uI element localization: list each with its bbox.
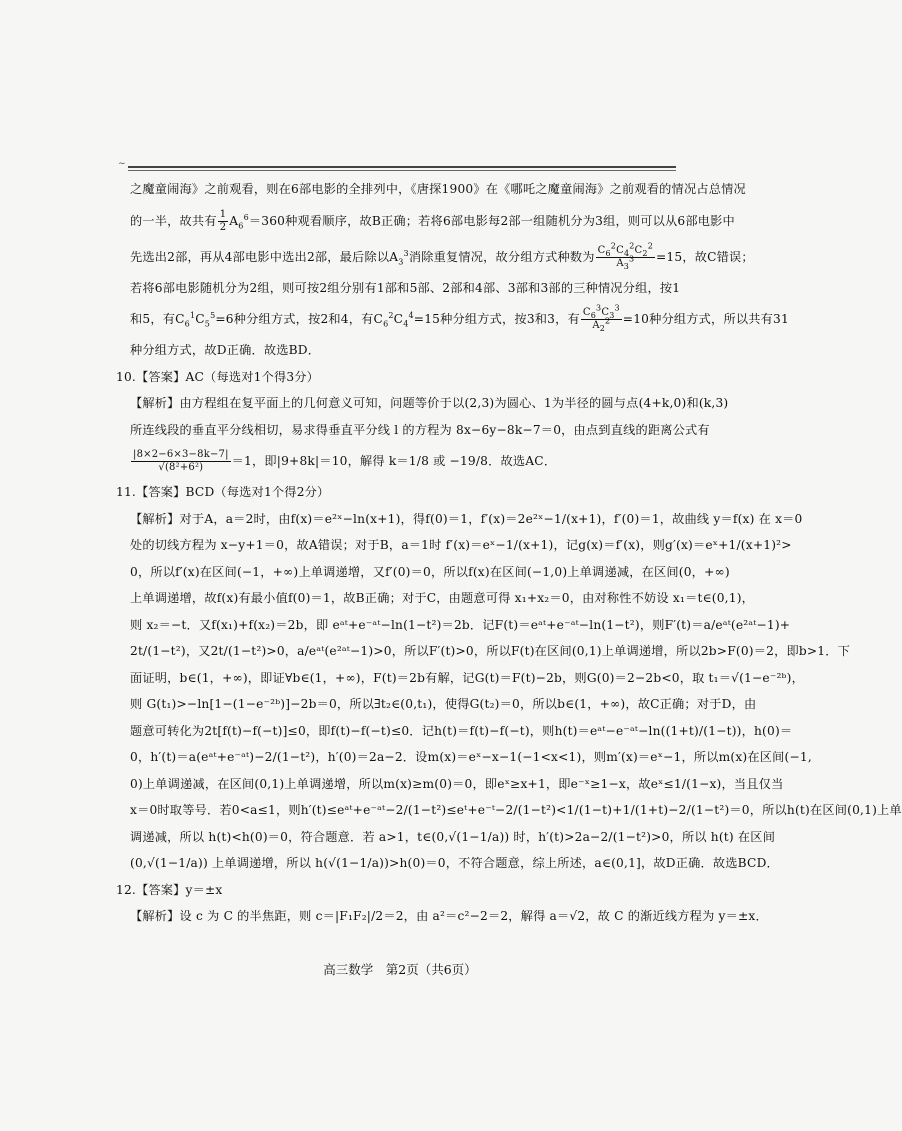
q11-line: 面证明，b∈(1，+∞)，即证∀b∈(1，+∞)，F(t)＝2b有解，记G(t)＝F(t)−2b，则G(0)＝2−2b<0，取 t₁＝√(1−e⁻²ᵇ)， — [130, 670, 804, 685]
text-span: =6种分组方式，按2和4，有C — [215, 312, 384, 326]
text-line: 先选出2部，再从4部电影中选出2部，最后除以$A_3^3$消除重复情况，故分组方式种数为 $\frac{C_6^2C_4^2C_2^2}{A_3^3}$ =15，故C错误； — [130, 241, 754, 271]
q10-answer: 10.【答案】AC（每选对1个得3分） — [116, 369, 320, 384]
fraction: $\frac{C_6^2C_4^2C_2^2}{A_3^3}$ — [597, 241, 653, 271]
q11-line: 2t/(1−t²)，又2t/(1−t²)>0，a/eᵃᵗ(e²ᵃᵗ−1)>0，所以F′(t)>0，所以F(t)在区间(0,1)上单调递增，所以2b>F(0)＝2，即b>1．下 — [130, 644, 850, 658]
fraction: $\frac{C_6^3C_3^3}{A_2^2}$ — [582, 303, 620, 333]
q10-line: 所连线段的垂直平分线相切，易求得垂直平分线 l 的方程为 8x−6y−8k−7＝0，由点到直线的距离公式有 — [130, 422, 710, 437]
answer-body — [116, 176, 902, 930]
q11-line: 0，h′(t)＝a(eᵃᵗ+e⁻ᵃᵗ)−2/(1−t²)，h′(0)＝2a−2．设m(x)＝eˣ−x−1(−1<x<1)，则m′(x)＝eˣ−1，所以m(x)在区间(−1, — [130, 750, 812, 764]
q10-line — [130, 443, 676, 479]
q11-line: 0，所以f′(x)在区间(−1，+∞)上单调递增，又f′(0)＝0，所以f(x)在区间(−1,0)上单调递减，在区间(0，+∞) — [130, 564, 730, 579]
q11-line: (0,√(1−1/a)) 上单调递增，所以 h(√(1−1/a))>h(0)＝0，不符合题意，综上所述，a∈(0,1]，故D正确．故选BCD． — [130, 856, 779, 870]
q11-line: 调递减，所以 h(t)<h(0)＝0，符合题意．若 a>1，t∈(0,√(1−1/a)) 时，h′(t)>2a−2/(1−t²)>0，所以 h(t) 在区间 — [130, 829, 776, 844]
text-line: 若将6部电影随机分为2组，则可按2组分别有1部和5部、2部和4部、3部和3部的三种情况分组，按1 — [130, 280, 681, 295]
page-footer: 高三数学 第2页（共6页） — [323, 962, 477, 977]
fraction: $\frac{|8\times 2-6\times 3-8k-7|}{\text{√(8²+6²)}}$ — [133, 449, 229, 473]
text-line: 种分组方式，故D正确．故选BD． — [130, 343, 321, 357]
text-span: 的一半，故共有 — [130, 213, 217, 228]
q11-line: 则 x₂＝−t．又f(x₁)+f(x₂)＝2b，即 eᵃᵗ+e⁻ᵃᵗ−ln(1−t²)＝2b．记F(t)＝eᵃᵗ+e⁻ᵃᵗ−ln(1−t²)，则F′(t)＝a/eᵃᵗ(e²ᵃᵗ−1)+ — [130, 617, 791, 632]
q11-line: 则 G(t₁)>−ln[1−(1−e⁻²ᵇ)]−2b＝0，所以∃t₂∈(0,t₁)，使得G(t₂)＝0，所以b∈(1，+∞)，故C正确；对于D，由 — [130, 697, 757, 711]
q10-line: 【解析】由方程组在复平面上的几何意义可知，问题等价于以(2,3)为圆心、1为半径的圆与点(4+k,0)和(k,3) — [130, 396, 729, 410]
fraction: $\frac{1}{2}$ — [219, 208, 227, 233]
text-line: 之魔童闹海》之前观看，则在6部电影的全排列中，《唐探1900》在《哪吒之魔童闹海》之前观看的情况占总情况 — [130, 182, 746, 196]
q11-line: 【解析】对于A，a＝2时，由f(x)＝e²ˣ−ln(x+1)，得f(0)＝1，f′(x)＝2e²ˣ−1/(x+1)，f′(0)＝1，故曲线 y＝f(x) 在 x＝0 — [130, 511, 803, 526]
text-span: ＝1，即|9+8k|＝10，解得 k＝1/8 或 −19/8．故选AC． — [231, 454, 557, 468]
text-span: 种观看顺序，故B正确；若将6部电影每2部一组随机分为3组，则可以从6部电影中 — [285, 213, 735, 228]
header-rule-thin — [128, 170, 676, 171]
q12-line: 【解析】设 c 为 C 的半焦距，则 c＝|F₁F₂|/2＝2，由 a²＝c²−2＝2，解得 a＝√2，故 C 的渐近线方程为 y＝±x． — [130, 909, 768, 923]
text-line: 和5，有$C_6^1C_5^5=6$种分组方式，按2和4，有$C_6^2C_4^4=15$种分组方式，按3和3，有 $\frac{C_6^3C_3^3}{A_2^2}$ =10种分组方式，所以共有31 — [130, 303, 789, 333]
header-rule — [128, 166, 676, 168]
q11-answer: 11.【答案】BCD（每选对1个得2分） — [116, 485, 330, 499]
q11-line: 题意可转化为2t[f(t)−f(−t)]≤0，即f(t)−f(−t)≤0．记h(t)＝f(t)−f(−t)，则h(t)＝eᵃᵗ−e⁻ᵃᵗ−ln((1+t)/(1−t))，h(0)＝ — [130, 723, 793, 738]
text-span: 消除重复情况，故分组方式种数为 — [408, 249, 595, 264]
text-span: =15种分组方式，按3和3，有 — [413, 312, 580, 326]
header-mark: ~ — [118, 159, 126, 169]
q11-line: 0)上单调递减，在区间(0,1)上单调递增，所以m(x)≥m(0)＝0，即eˣ≥x+1，即e⁻ˣ≥1−x，故eˣ≤1/(1−x)，当且仅当 — [130, 776, 784, 791]
q11-line: 处的切线方程为 x−y+1＝0，故A错误；对于B，a＝1时 f′(x)＝eˣ−1/(x+1)，记g(x)＝f′(x)，则g′(x)＝eˣ+1/(x+1)²> — [130, 538, 792, 552]
text-span: =10种分组方式，所以共有31 — [622, 312, 789, 326]
text-span: 先选出2部，再从4部电影中选出2部，最后除以A — [130, 249, 399, 264]
text-line: 的一半，故共有 $\frac{1}{2}$ $A_6^6=360$种观看顺序，故B正确；若将6部电影每2部一组随机分为3组，则可以从6部电影中 — [130, 208, 735, 233]
q11-line: x＝0时取等号．若0<a≤1，则h′(t)≤eᵃᵗ+e⁻ᵃᵗ−2/(1−t²)≤eᵗ+e⁻ᵗ−2/(1−t²)<1/(1−t)+1/(1+t)−2/(1−t²)＝0，所以h(t)在区间(0,1)上单 — [130, 803, 902, 817]
text-span: 和5，有C — [130, 312, 185, 326]
text-span: =15，故C错误； — [656, 249, 754, 264]
q11-line: 上单调递增，故f(x)有最小值f(0)＝1，故B正确；对于C，由题意可得 x₁+x₂＝0，由对称性不妨设 x₁＝t∈(0,1)， — [130, 591, 755, 605]
q12-answer: 12.【答案】y＝±x — [116, 882, 223, 897]
